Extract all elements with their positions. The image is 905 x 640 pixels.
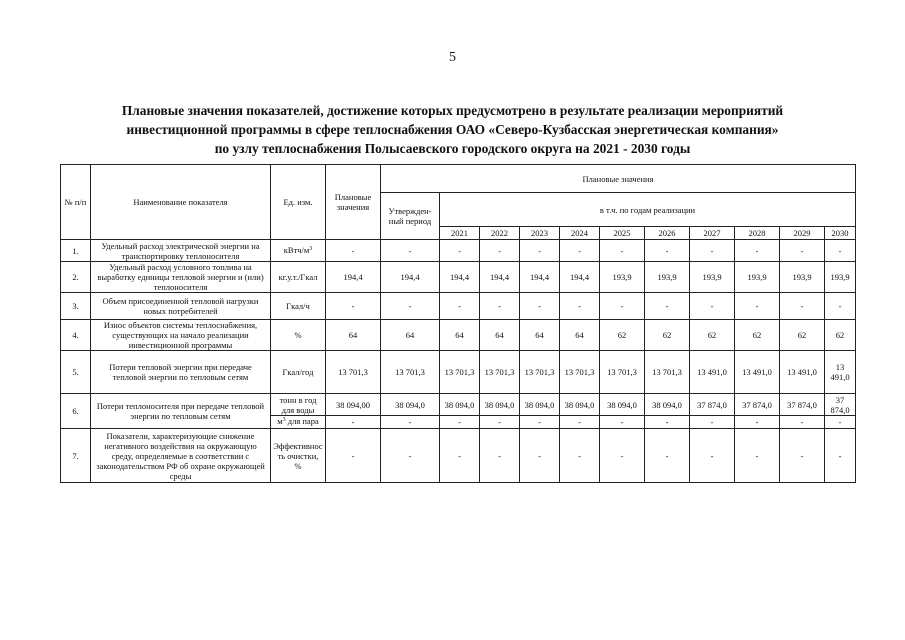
year-value: -	[560, 416, 600, 429]
year-value: -	[645, 240, 690, 262]
year-value: -	[825, 416, 856, 429]
approved-period-value: -	[381, 240, 440, 262]
row-number: 2.	[61, 262, 91, 293]
year-value: 194,4	[520, 262, 560, 293]
year-value: -	[440, 240, 480, 262]
indicator-name: Показатели, характеризующие снижение негативного воздействия на окружающую среду, определяемые в соответствии с законодательством РФ об охране окружающей среды	[91, 429, 271, 483]
unit-cell: Гкал/год	[271, 351, 326, 394]
year-value: 193,9	[825, 262, 856, 293]
year-value: -	[780, 429, 825, 483]
year-value: 64	[480, 320, 520, 351]
indicator-name: Удельный расход условного топлива на выработку единицы тепловой энергии и (или) теплоносителя	[91, 262, 271, 293]
year-value: -	[600, 429, 645, 483]
planned-value: -	[326, 293, 381, 320]
year-value: 38 094,0	[480, 394, 520, 416]
year-value: 37 874,0	[690, 394, 735, 416]
unit-cell: тонн в год для воды	[271, 394, 326, 416]
year-value: 13 491,0	[780, 351, 825, 394]
year-value: 38 094,0	[560, 394, 600, 416]
planned-value: 38 094,00	[326, 394, 381, 416]
year-value: 194,4	[440, 262, 480, 293]
approved-period-value: 13 701,3	[381, 351, 440, 394]
year-value: -	[825, 293, 856, 320]
approved-period-value: 64	[381, 320, 440, 351]
year-value: -	[825, 429, 856, 483]
year-value: -	[440, 416, 480, 429]
year-value: 62	[735, 320, 780, 351]
header-year: 2024	[560, 227, 600, 240]
row-number: 5.	[61, 351, 91, 394]
year-value: -	[480, 416, 520, 429]
header-year: 2026	[645, 227, 690, 240]
year-value: 64	[520, 320, 560, 351]
header-name: Наименование показателя	[91, 165, 271, 240]
year-value: -	[600, 293, 645, 320]
year-value: -	[735, 293, 780, 320]
year-value: 13 491,0	[690, 351, 735, 394]
title-line-1: Плановые значения показателей, достижение которых предусмотрено в результате реализации мероприятий	[121, 103, 784, 118]
year-value: -	[520, 293, 560, 320]
year-value: 62	[645, 320, 690, 351]
header-by-years: в т.ч. по годам реализации	[440, 193, 856, 227]
row-number: 4.	[61, 320, 91, 351]
year-value: -	[645, 416, 690, 429]
year-value: -	[480, 293, 520, 320]
year-value: 13 491,0	[735, 351, 780, 394]
header-unit: Ед. изм.	[271, 165, 326, 240]
year-value: -	[600, 240, 645, 262]
year-value: 62	[600, 320, 645, 351]
indicator-name: Износ объектов системы теплоснабжения, существующих на начало реализации инвестиционной программы	[91, 320, 271, 351]
year-value: 37 874,0	[825, 394, 856, 416]
year-value: 38 094,0	[600, 394, 645, 416]
year-value: -	[520, 240, 560, 262]
unit-cell: кг.у.т./Гкал	[271, 262, 326, 293]
year-value: 13 701,3	[560, 351, 600, 394]
year-value: -	[440, 293, 480, 320]
year-value: -	[735, 240, 780, 262]
header-year: 2025	[600, 227, 645, 240]
header-year: 2021	[440, 227, 480, 240]
year-value: 13 701,3	[600, 351, 645, 394]
page-number: 5	[449, 50, 456, 65]
year-value: -	[480, 240, 520, 262]
year-value: 13 701,3	[480, 351, 520, 394]
year-value: 13 701,3	[520, 351, 560, 394]
table-row	[61, 262, 856, 293]
year-value: 194,4	[480, 262, 520, 293]
year-value: 193,9	[645, 262, 690, 293]
table-row	[61, 240, 856, 262]
year-value: -	[735, 416, 780, 429]
row-number: 1.	[61, 240, 91, 262]
year-value: -	[560, 240, 600, 262]
header-num: № п/п	[61, 165, 91, 240]
year-value: 193,9	[780, 262, 825, 293]
title-line-3: по узлу теплоснабжения Полысаевского городского округа на 2021 - 2030 годы	[214, 141, 691, 156]
year-value: 38 094,0	[440, 394, 480, 416]
header-year: 2030	[825, 227, 856, 240]
year-value: -	[560, 429, 600, 483]
indicator-name: Потери тепловой энергии при передаче тепловой энергии по тепловым сетям	[91, 351, 271, 394]
year-value: -	[780, 416, 825, 429]
year-value: 13 701,3	[645, 351, 690, 394]
header-approved-period: Утвержден-ный период	[381, 193, 440, 240]
year-value: -	[690, 293, 735, 320]
unit-cell: кВтч/$м^3$	[271, 240, 326, 262]
header-year: 2027	[690, 227, 735, 240]
planned-value: -	[326, 416, 381, 429]
title-line-2: инвестиционной программы в сфере теплоснабжения ОАО «Северо-Кузбасская энергетическая компания»	[126, 122, 779, 137]
year-value: 194,4	[560, 262, 600, 293]
year-value: 62	[825, 320, 856, 351]
year-value: -	[560, 293, 600, 320]
header-plan-values: Плановые значения	[381, 165, 856, 193]
year-value: -	[645, 429, 690, 483]
approved-period-value: 38 094,0	[381, 394, 440, 416]
year-value: -	[520, 429, 560, 483]
year-value: 13 701,3	[440, 351, 480, 394]
planned-value: 194,4	[326, 262, 381, 293]
approved-period-value: 194,4	[381, 262, 440, 293]
year-value: 193,9	[690, 262, 735, 293]
year-value: 64	[440, 320, 480, 351]
row-number: 7.	[61, 429, 91, 483]
document-title	[40, 101, 865, 158]
year-value: 38 094,0	[645, 394, 690, 416]
year-value: -	[690, 240, 735, 262]
year-value: 37 874,0	[735, 394, 780, 416]
indicator-name: Удельный расход электрической энергии на транспортировку теплоносителя	[91, 240, 271, 262]
year-value: -	[600, 416, 645, 429]
year-value: -	[735, 429, 780, 483]
planned-value: -	[326, 240, 381, 262]
header-year: 2028	[735, 227, 780, 240]
year-value: 62	[690, 320, 735, 351]
row-number: 6.	[61, 394, 91, 429]
year-value: -	[825, 240, 856, 262]
row-number: 3.	[61, 293, 91, 320]
year-value: -	[690, 416, 735, 429]
planned-value: 64	[326, 320, 381, 351]
year-value: 13 491,0	[825, 351, 856, 394]
year-value: 64	[560, 320, 600, 351]
planned-value: -	[326, 429, 381, 483]
header-year: 2029	[780, 227, 825, 240]
header-year: 2023	[520, 227, 560, 240]
table-row	[61, 394, 856, 416]
year-value: 38 094,0	[520, 394, 560, 416]
indicator-name: Объем присоединенной тепловой нагрузки новых потребителей	[91, 293, 271, 320]
unit-cell: Эффективность очистки, %	[271, 429, 326, 483]
approved-period-value: -	[381, 416, 440, 429]
approved-period-value: -	[381, 293, 440, 320]
planned-value: 13 701,3	[326, 351, 381, 394]
unit-cell: %	[271, 320, 326, 351]
year-value: 62	[780, 320, 825, 351]
year-value: 193,9	[600, 262, 645, 293]
unit-cell: $м^3$ для пара	[271, 416, 326, 429]
header-year: 2022	[480, 227, 520, 240]
year-value: 37 874,0	[780, 394, 825, 416]
year-value: 193,9	[735, 262, 780, 293]
unit-cell: Гкал/ч	[271, 293, 326, 320]
table-row	[61, 320, 856, 351]
approved-period-value: -	[381, 429, 440, 483]
indicator-name: Потери теплоносителя при передаче тепловой энергии по тепловым сетям	[91, 394, 271, 429]
year-value: -	[780, 293, 825, 320]
year-value: -	[480, 429, 520, 483]
year-value: -	[520, 416, 560, 429]
table-row	[61, 293, 856, 320]
year-value: -	[690, 429, 735, 483]
table-row	[61, 429, 856, 483]
header-planned: Плановые значения	[326, 165, 381, 240]
indicators-table	[60, 164, 856, 483]
year-value: -	[440, 429, 480, 483]
year-value: -	[645, 293, 690, 320]
year-value: -	[780, 240, 825, 262]
table-row	[61, 351, 856, 394]
